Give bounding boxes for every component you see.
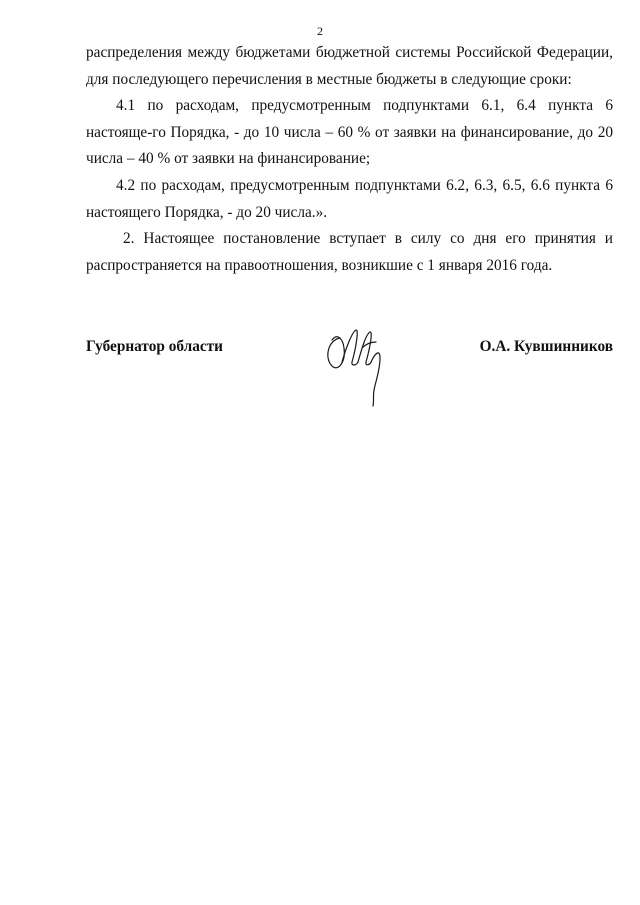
- signatory-position: Губернатор области: [86, 338, 223, 355]
- paragraph-2: 2. Настоящее постановление вступает в силу со дня его принятия и распространяется на правоотношения, возникшие с 1 января 2016 года.: [86, 230, 613, 274]
- paragraph-continuation: распределения между бюджетами бюджетной системы Российской Федерации, для последующего перечисления в местные бюджеты в следующие сроки:: [86, 44, 613, 88]
- signature-block: [0, 318, 640, 418]
- page-number: 2: [317, 24, 323, 38]
- paragraph-4-2: 4.2 по расходам, предусмотренным подпунктами 6.2, 6.3, 6.5, 6.6 пункта 6 настоящего Порядка, - до 20 числа.».: [86, 176, 613, 221]
- handwritten-signature: [318, 318, 398, 410]
- paragraph-4-1: 4.1 по расходам, предусмотренным подпунктами 6.1, 6.4 пункта 6 настояще-го Порядка, - до 10 числа – 60 % от заявки на финансирование, до 20 числа – 40 % от заявки на финансирование;: [86, 97, 613, 168]
- document-body: [86, 40, 613, 279]
- signatory-name: О.А. Кувшинников: [479, 338, 613, 355]
